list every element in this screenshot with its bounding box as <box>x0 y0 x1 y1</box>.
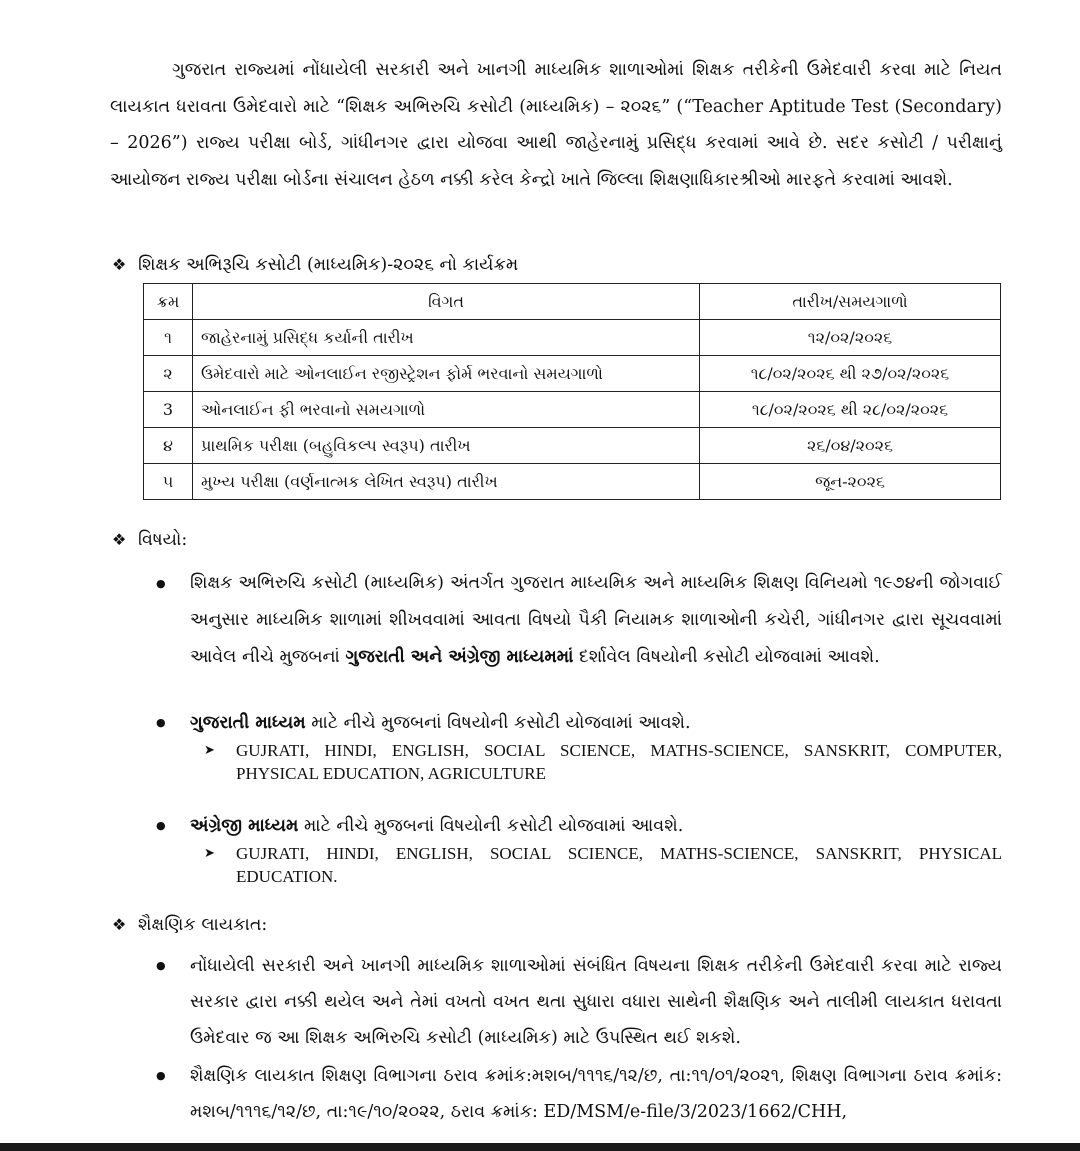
english-medium-bullet <box>190 811 1002 841</box>
schedule-heading <box>112 255 518 275</box>
row-date: ૧૮/૦૨/૨૦૨૬ થી ૨૮/૦૨/૨૦૨૬ <box>700 392 1001 428</box>
english-medium-label: અંગ્રેજી માધ્યમ <box>190 816 299 836</box>
gujarati-medium-label: ગુજરાતી માધ્યમ <box>190 713 306 733</box>
diamond-bullet-icon: ❖ <box>112 530 127 549</box>
english-subjects: GUJRATI, HINDI, ENGLISH, SOCIAL SCIENCE, MATHS-SCIENCE, SANSKRIT, PHYSICAL EDUCATION. <box>236 844 1002 886</box>
table-row <box>144 428 1001 464</box>
row-date: ૧૮/૦૨/૨૦૨૬ થી ૨૭/૦૨/૨૦૨૬ <box>700 356 1001 392</box>
schedule-heading-text: શિક્ષક અભિરૂચિ કસોટી (માધ્યમિક)-૨૦૨૬ નો કાર્યક્રમ <box>138 255 519 275</box>
gujarati-subject-list <box>204 739 1002 785</box>
table-row <box>144 464 1001 500</box>
row-no: ૨ <box>144 356 193 392</box>
row-no: ૪ <box>144 428 193 464</box>
row-no: ૫ <box>144 464 193 500</box>
arrow-bullet-icon: ➤ <box>204 743 215 758</box>
header-no: ક્રમ <box>144 284 193 320</box>
qualification-bullet-1 <box>190 948 1002 1056</box>
intro-paragraph <box>110 52 1002 198</box>
medium-emphasis: ગુજરાતી અને અંગ્રેજી માધ્યમમાં <box>345 647 574 667</box>
gujarati-subjects: GUJRATI, HINDI, ENGLISH, SOCIAL SCIENCE, MATHS-SCIENCE, SANSKRIT, COMPUTER, PHYSICAL EDUCATION, AGRICULTURE <box>236 741 1002 783</box>
row-no: ૧ <box>144 320 193 356</box>
qualification-text-2: શૈક્ષણિક લાયકાત શિક્ષણ વિભાગના ઠરાવ ક્રમાંક:મશબ/૧૧૧૬/૧૨/છ, તા:૧૧/૦૧/૨૦૨૧, શિક્ષણ વિભાગના ઠરાવ ક્રમાંક: મશબ/૧૧૧૬/૧૨/છ, તા:૧૯/૧૦/૨૦૨૨, ઠરાવ ક્રમાંક: ED/MSM/e-file/3/2023/1662/CHH, <box>190 1066 1002 1122</box>
qualification-heading <box>112 915 267 935</box>
row-no: 3 <box>144 392 193 428</box>
table-row <box>144 392 1001 428</box>
subjects-intro-text: શિક્ષક અભિરુચિ કસોટી (માધ્યમિક) અંતર્ગત ગુજરાત માધ્યમિક અને માધ્યમિક શિક્ષણ વિનિયમો ૧૯૭૪ની જોગવાઈ અનુસાર માધ્યમિક શાળામાં શીખવવામાં આવતા વિષયો પૈકી નિયામક શાળાઓની કચેરી, ગાંધીનગર દ્વારા સૂચવવામાં આવેલ નીચે મુજબનાં <box>190 573 1002 667</box>
header-detail: વિગત <box>193 284 700 320</box>
subjects-bullet-intro <box>190 565 1002 676</box>
row-date: ૨૬/૦૪/૨૦૨૬ <box>700 428 1001 464</box>
qualification-bullet-2 <box>190 1058 1002 1130</box>
row-detail: ઉમેદવારો માટે ઓનલાઈન રજીસ્ટ્રેશન ફોર્મ ભરવાનો સમયગાળો <box>193 356 700 392</box>
table-header-row <box>144 284 1001 320</box>
gujarati-medium-text: માટે નીચે મુજબનાં વિષયોની કસોટી યોજવામાં આવશે. <box>311 713 691 733</box>
intro-text: ગુજરાત રાજ્યમાં નોંધાયેલી સરકારી અને ખાનગી માધ્યમિક શાળાઓમાં શિક્ષક તરીકેની ઉમેદવારી કરવા માટે નિયત લાયકાત ધરાવતા ઉમેદવારો માટે “શિક્ષક અભિરુચિ કસોટી (માધ્યમિક) – ૨૦૨૬” (“Teacher Aptitude Test (Secondary) – 2026”) રાજ્ય પરીક્ષા બોર્ડ, ગાંધીનગર દ્વારા યોજવા આથી જાહેરનામું પ્રસિદ્ધ કરવામાં આવે છે. સદર કસોટી / પરીક્ષાનું આયોજન રાજ્ય પરીક્ષા બોર્ડના સંચાલન હેઠળ નક્કી કરેલ કેન્દ્રો ખાતે જિલ્લા શિક્ષણાધિકારશ્રીઓ મારફતે કરવામાં આવશે. <box>110 60 1002 190</box>
diamond-bullet-icon: ❖ <box>112 915 127 934</box>
diamond-bullet-icon: ❖ <box>112 255 127 274</box>
subjects-intro-text-end: દર્શાવેલ વિષયોની કસોટી યોજવામાં આવશે. <box>578 647 880 667</box>
bottom-border <box>0 1143 1080 1151</box>
qualification-text-1: નોંધાયેલી સરકારી અને ખાનગી માધ્યમિક શાળાઓમાં સંબંધિત વિષયના શિક્ષક તરીકેની ઉમેદવારી કરવા માટે રાજ્ય સરકાર દ્વારા નક્કી થયેલ અને તેમાં વખતો વખત થતા સુધારા વધારા સાથેની શૈક્ષણિક અને તાલીમી લાયકાત ધરાવતા ઉમેદવાર જ આ શિક્ષક અભિરુચિ કસોટી (માધ્યમિક) માટે ઉપસ્થિત થઈ શકશે. <box>190 956 1002 1048</box>
row-detail: મુખ્ય પરીક્ષા (વર્ણનાત્મક લેખિત સ્વરૂપ) તારીખ <box>193 464 700 500</box>
row-detail: પ્રાથમિક પરીક્ષા (બહુવિકલ્પ સ્વરૂપ) તારીખ <box>193 428 700 464</box>
table-row <box>144 356 1001 392</box>
table-row <box>144 320 1001 356</box>
qualification-heading-text: શૈક્ષણિક લાયકાત: <box>138 915 268 935</box>
row-detail: ઓનલાઈન ફી ભરવાનો સમયગાળો <box>193 392 700 428</box>
row-detail: જાહેરનામું પ્રસિદ્ધ કર્યાની તારીખ <box>193 320 700 356</box>
schedule-table <box>143 283 1001 500</box>
gujarati-medium-bullet <box>190 708 1002 738</box>
english-medium-text: માટે નીચે મુજબનાં વિષયોની કસોટી યોજવામાં આવશે. <box>303 816 684 836</box>
header-date: તારીખ/સમયગાળો <box>700 284 1001 320</box>
row-date: ૧૨/૦૨/૨૦૨૬ <box>700 320 1001 356</box>
subjects-heading-text: વિષયો: <box>138 530 188 550</box>
row-date: જૂન-૨૦૨૬ <box>700 464 1001 500</box>
english-subject-list <box>204 842 1002 888</box>
arrow-bullet-icon: ➤ <box>204 846 215 861</box>
subjects-heading <box>112 530 187 550</box>
